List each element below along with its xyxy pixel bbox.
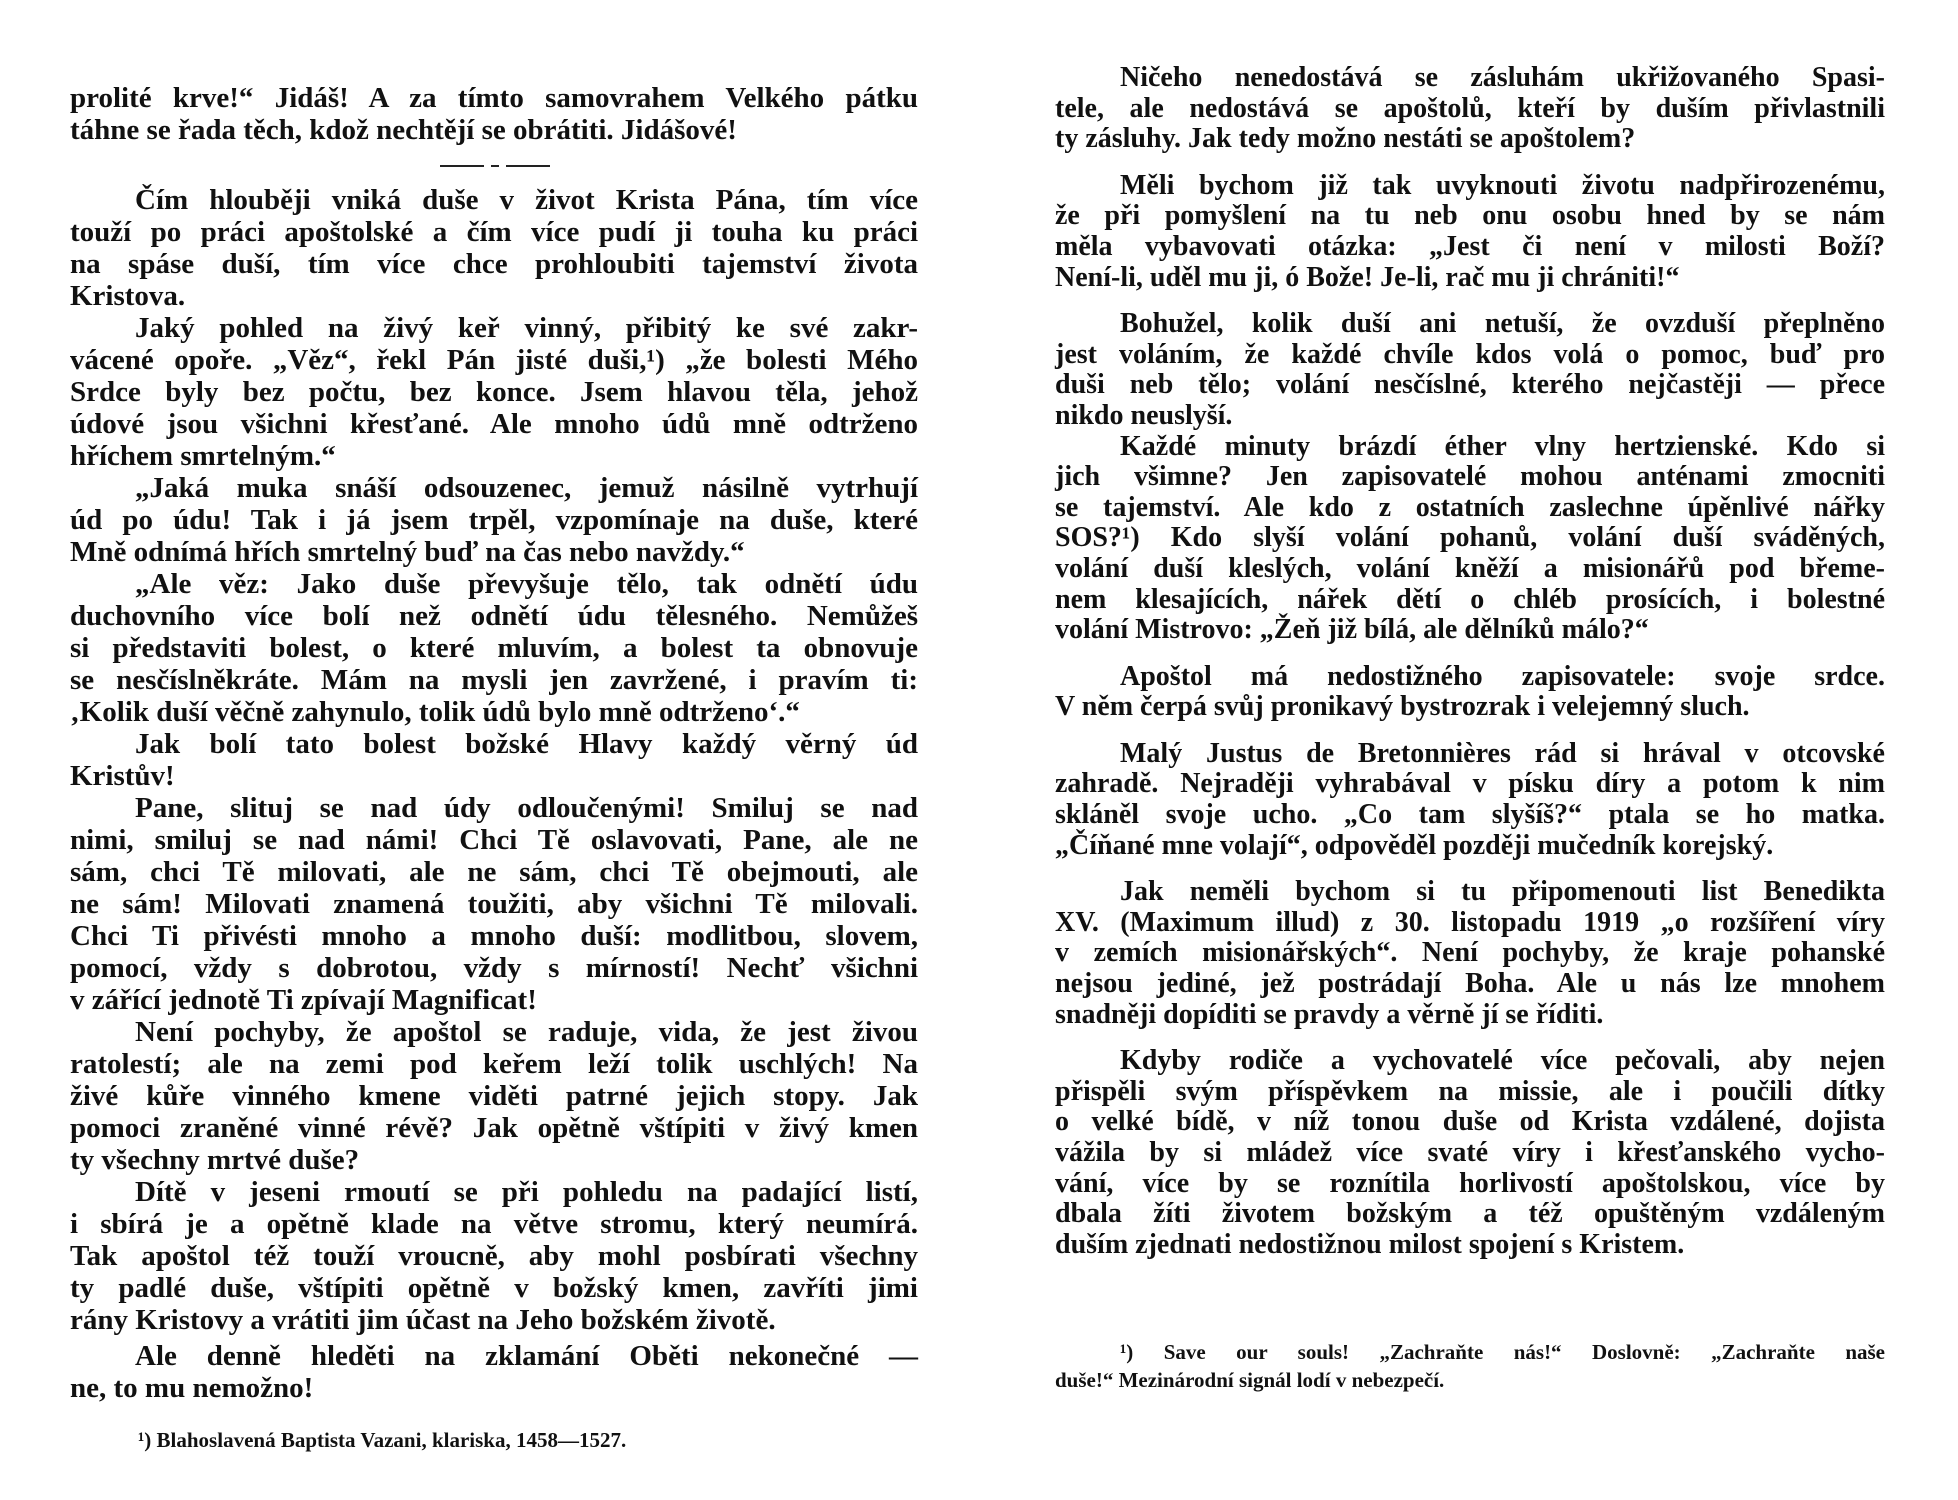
- footnote-line: duše!“ Mezinárodní signál lodí v nebezpečí.: [1055, 1368, 1445, 1392]
- paragraph: [1055, 63, 1885, 155]
- text-line: SOS?¹) Kdo slyší volání pohanů, volání duší sváděných,: [1055, 522, 1885, 554]
- text-line: volání duší kleslých, volání kněží a misionářů pod břeme-: [1055, 552, 1885, 584]
- paragraph: [70, 82, 918, 146]
- text-line: přispěli svým příspěvkem na missie, ale i poučili dítky: [1055, 1075, 1885, 1107]
- text-line: Mně odnímá hřích smrtelný buď na čas nebo navždy.“: [70, 536, 745, 568]
- text-line: Ničeho nenedostává se zásluhám ukřižovaného Spasi-: [1120, 62, 1885, 93]
- text-line: v zářící jednotě Ti zpívají Magnificat!: [70, 984, 537, 1016]
- text-line: měla vybavovati otázka: „Jest či není v milosti Boží?: [1055, 230, 1885, 262]
- text-line: Malý Justus de Bretonnières rád si hrával v otcovské: [1120, 737, 1885, 769]
- text-line: dbala žíti životem božským a též opuštěným vzdáleným: [1055, 1198, 1885, 1230]
- paragraph: [70, 1340, 918, 1404]
- paragraph: [70, 184, 918, 312]
- text-line: Apoštol má nedostižného zapisovatele: svoje srdce.: [1120, 660, 1885, 692]
- text-line: Chci Ti přivésti mnoho a mnoho duší: modlitbou, slovem,: [70, 920, 918, 952]
- text-line: jich všimne? Jen zapisovatelé mohou anténami zmocniti: [1055, 461, 1885, 493]
- text-line: pomoci zraněné vinné révě? Jak opětně vštípiti v živý kmen: [70, 1112, 918, 1144]
- text-line: ratolestí; ale na zemi pod keřem leží tolik uschlých! Na: [70, 1048, 918, 1080]
- text-line: vání, více by se roznítila horlivostí apoštolskou, více by: [1055, 1167, 1885, 1199]
- text-line: Kristova.: [70, 280, 186, 312]
- text-line: údové jsou všichni křesťané. Ale mnoho údů mně odtrženo: [70, 408, 918, 440]
- text-line: snadněji dopíditi se pravdy a věrně jí se říditi.: [1055, 998, 1604, 1030]
- text-line: o velké bídě, v níž tonou duše od Krista vzdálené, dojista: [1055, 1106, 1885, 1138]
- text-line: nikdo neuslyší.: [1055, 399, 1233, 431]
- text-line: V něm čerpá svůj pronikavý bystrozrak i velejemný sluch.: [1055, 691, 1750, 723]
- text-line: duchovního více bolí než odnětí údu tělesného. Nemůžeš: [70, 600, 918, 632]
- text-line: Kdyby rodiče a vychovatelé více pečovali, aby nejen: [1120, 1045, 1885, 1077]
- text-line: vácené opoře. „Věz“, řekl Pán jisté duši,¹) „že bolesti Mého: [70, 344, 918, 376]
- paragraph: [1055, 877, 1885, 1030]
- paragraph: [70, 472, 918, 568]
- text-line: se tajemství. Ale kdo z ostatních zaslechne úpěnlivé nářky: [1055, 491, 1885, 523]
- text-line: se nesčíslněkráte. Mám na mysli jen zavržené, i pravím ti:: [70, 664, 918, 696]
- text-line: pomocí, vždy s dobrotou, vždy s mírností! Nechť všichni: [70, 952, 918, 984]
- text-line: Dítě v jeseni rmoutí se při pohledu na padající listí,: [135, 1176, 918, 1208]
- footnote-line: ¹) Save our souls! „Zachraňte nás!“ Doslovně: „Zachraňte naše: [1120, 1340, 1885, 1364]
- text-line: volání Mistrovo: „Žeň již bílá, ale dělníků málo?“: [1055, 614, 1649, 646]
- text-line: touží po práci apoštolské a čím více pudí ji touha ku práci: [70, 216, 918, 248]
- text-line: Ale denně hleděti na zklamání Oběti nekonečné —: [135, 1340, 918, 1372]
- text-line: hříchem smrtelným.“: [70, 440, 336, 472]
- text-line: Jak neměli bychom si tu připomenouti list Benedikta: [1120, 876, 1885, 908]
- text-line: ne sám! Milovati znamená toužiti, aby všichni Tě milovali.: [70, 888, 918, 920]
- section-separator: [440, 165, 550, 167]
- text-line: duši neb tělo; volání nesčíslné, kterého nejčastěji — přece: [1055, 369, 1885, 401]
- text-line: Není-li, uděl mu ji, ó Bože! Je-li, rač mu ji chrániti!“: [1055, 261, 1680, 293]
- text-line: Srdce byly bez počtu, bez konce. Jsem hlavou těla, jehož: [70, 376, 918, 408]
- text-line: Bohužel, kolik duší ani netuší, že ovzduší přeplněno: [1120, 308, 1885, 340]
- text-line: „Číňané mne volají“, odpověděl později mučedník korejský.: [1055, 829, 1774, 861]
- text-line: si představiti bolest, o které mluvím, a bolest ta obnovuje: [70, 632, 918, 664]
- text-line: ‚Kolik duší věčně zahynulo, tolik údů bylo mně odtrženo‘.“: [70, 696, 800, 728]
- text-line: Každé minuty brázdí éther vlny hertzienské. Kdo si: [1120, 430, 1885, 462]
- paragraph: [70, 1016, 918, 1176]
- text-line: „Ale věz: Jako duše převyšuje tělo, tak odnětí údu: [135, 568, 918, 600]
- text-line: Jaký pohled na živý keř vinný, přibitý ke své zakr-: [135, 312, 918, 344]
- paragraph: [1055, 309, 1885, 431]
- text-line: XV. (Maximum illud) z 30. listopadu 1919 „o rozšíření víry: [1055, 906, 1885, 938]
- paragraph: [1055, 739, 1885, 861]
- text-line: Čím hlouběji vniká duše v život Krista Pána, tím více: [135, 184, 918, 216]
- text-line: ty všechny mrtvé duše?: [70, 1144, 360, 1176]
- left-page-footnote: ¹) Blahoslavená Baptista Vazani, klariska, 1458—1527.: [138, 1428, 627, 1452]
- paragraph: [70, 568, 918, 728]
- paragraph: [70, 792, 918, 1016]
- text-line: Není pochyby, že apoštol se raduje, vida, že jest živou: [135, 1016, 918, 1048]
- paragraph: [1055, 171, 1885, 293]
- paragraph: [1055, 662, 1885, 723]
- text-line: v zemích misionářských“. Není pochyby, že kraje pohanské: [1055, 937, 1885, 969]
- text-line: skláněl svoje ucho. „Co tam slyšíš?“ ptala se ho matka.: [1055, 799, 1885, 831]
- text-line: nem klesajících, nářek dětí o chléb prosících, i bolestné: [1055, 583, 1885, 615]
- text-line: i sbírá je a opětně klade na větve stromu, který neumírá.: [70, 1208, 918, 1240]
- text-line: ty zásluhy. Jak tedy možno nestáti se apoštolem?: [1055, 123, 1636, 155]
- right-page-body: [1055, 63, 1885, 1260]
- paragraph: [70, 1176, 918, 1336]
- text-line: jest voláním, že každé chvíle kdos volá o pomoc, buď pro: [1055, 338, 1885, 370]
- paragraph: [1055, 1046, 1885, 1260]
- text-line: ty padlé duše, vštípiti opětně v božský kmen, zavříti jimi: [70, 1272, 918, 1304]
- text-line: táhne se řada těch, kdož nechtějí se obrátiti. Jidášové!: [70, 114, 737, 146]
- text-line: nimi, smiluj se nad námi! Chci Tě oslavovati, Pane, ale ne: [70, 824, 918, 856]
- text-line: sám, chci Tě milovati, ale ne sám, chci Tě obejmouti, ale: [70, 856, 918, 888]
- text-line: úd po údu! Tak i já jsem trpěl, vzpomínaje na duše, které: [70, 504, 918, 536]
- text-line: Jak bolí tato bolest božské Hlavy každý věrný úd: [135, 728, 918, 760]
- text-line: živé kůře vinného kmene viděti patrné jejich stopy. Jak: [70, 1080, 918, 1112]
- text-line: tele, ale nedostává se apoštolů, kteří by duším přivlastnili: [1055, 92, 1885, 124]
- right-page-footnote: [1055, 1338, 1885, 1394]
- text-line: duším zjednati nedostižnou milost spojení s Kristem.: [1055, 1228, 1685, 1260]
- paragraph: [70, 728, 918, 792]
- text-line: rány Kristovy a vrátiti jim účast na Jeho božském životě.: [70, 1304, 776, 1336]
- left-page-body: [70, 82, 918, 1404]
- text-line: nejsou jediné, jež postrádají Boha. Ale u nás lze mnohem: [1055, 968, 1885, 1000]
- text-line: ne, to mu nemožno!: [70, 1372, 314, 1404]
- text-line: vážila by si mládež více svaté víry i křesťanského vycho-: [1055, 1137, 1885, 1168]
- text-line: že při pomyšlení na tu neb onu osobu hned by se nám: [1055, 200, 1885, 232]
- text-line: Měli bychom již tak uvyknouti životu nadpřirozenému,: [1120, 169, 1885, 201]
- text-line: Tak apoštol též touží vroucně, aby mohl posbírati všechny: [70, 1240, 918, 1272]
- text-line: Kristův!: [70, 760, 175, 792]
- text-line: na spáse duší, tím více chce prohloubiti tajemství života: [70, 248, 918, 280]
- paragraph: [70, 312, 918, 472]
- text-line: zahradě. Nejraději vyhrabával v písku díry a potom k nim: [1055, 768, 1885, 800]
- text-line: Pane, slituj se nad údy odloučenými! Smiluj se nad: [135, 792, 918, 824]
- text-line: prolité krve!“ Jidáš! A za tímto samovrahem Velkého pátku: [70, 82, 918, 114]
- text-line: „Jaká muka snáší odsouzenec, jemuž násilně vytrhují: [135, 472, 918, 504]
- paragraph: [1055, 432, 1885, 646]
